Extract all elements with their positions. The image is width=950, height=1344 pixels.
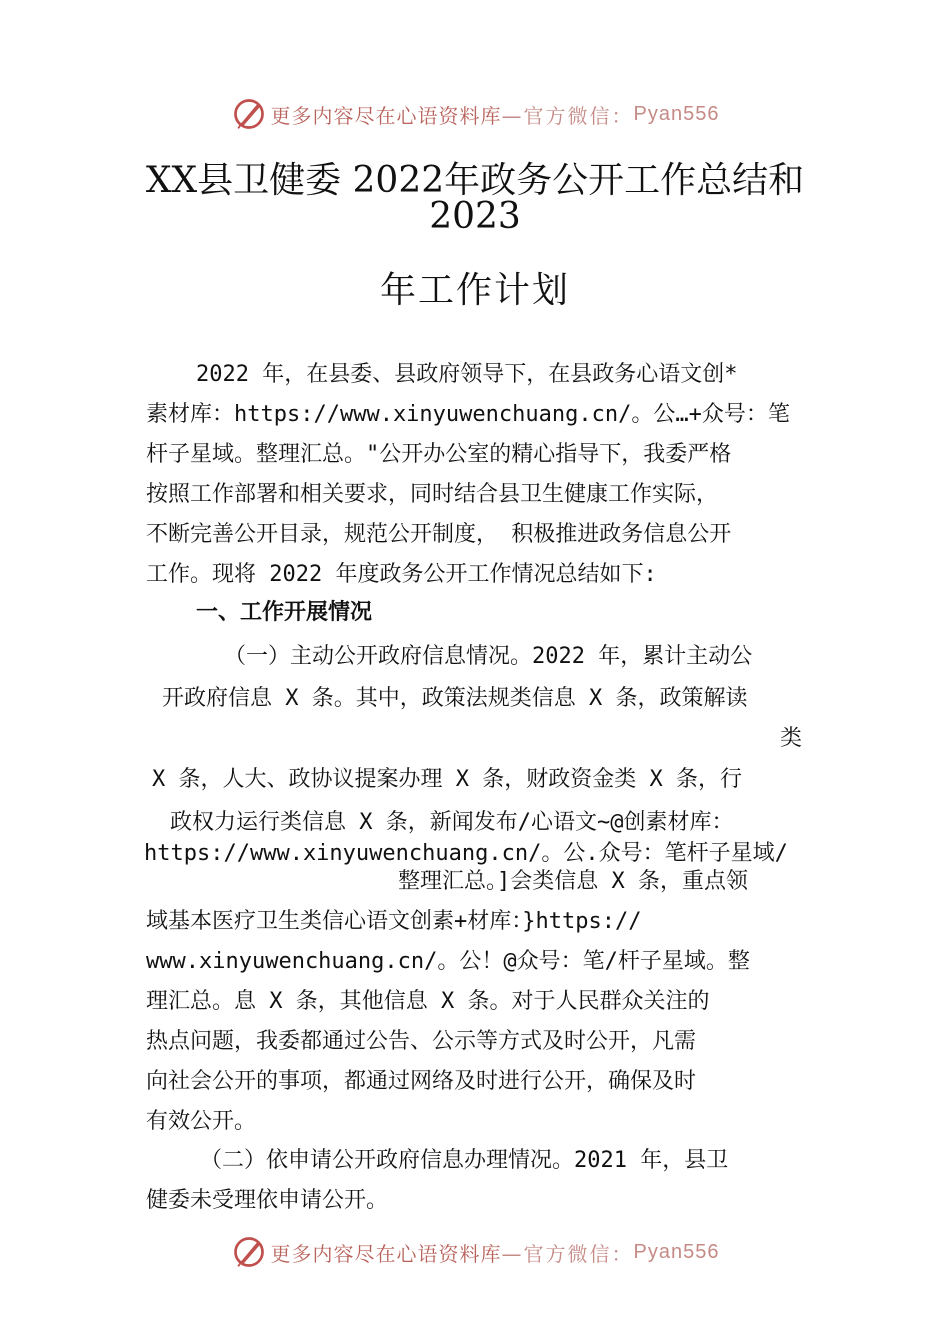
section-heading: 一、工作开展情况 (196, 600, 373, 625)
banner-suffix: —官方微信： (501, 1241, 634, 1266)
body-line: 向社会公开的事项，都通过网络及时进行公开，确保及时 (146, 1069, 697, 1094)
banner-wechat-id: Pyan556 (633, 1240, 720, 1263)
banner-text: 更多内容尽在心语资料库 (270, 103, 502, 128)
banner-suffix: —官方微信： (501, 103, 634, 128)
banner-text: 更多内容尽在心语资料库 (270, 1241, 502, 1266)
body-line: 有效公开。 (146, 1109, 257, 1134)
document-title-line-2: 2023 (429, 196, 521, 237)
body-line: 类 (780, 726, 803, 751)
body-line: （二）依申请公开政府信息办理情况。2021 年，县卫 (200, 1148, 729, 1173)
body-line: 健委未受理依申请公开。 (146, 1188, 389, 1213)
body-line: （一）主动公开政府信息情况。2022 年，累计主动公 (224, 644, 753, 669)
body-line: X 条，人大、政协议提案办理 X 条，财政资金类 X 条，行 (152, 767, 742, 792)
body-line: 政权力运行类信息 X 条，新闻发布/心语文~@创素材库： (170, 810, 734, 835)
body-line: 按照工作部署和相关要求，同时结合县卫生健康工作实际， (146, 482, 719, 507)
body-line: 域基本医疗卫生类信心语文创素+材库：}https:// (146, 909, 642, 934)
body-line: 2022 年，在县委、县政府领导下，在县政务心语文创* (196, 362, 738, 387)
body-line: 工作。现将 2022 年度政务公开工作情况总结如下: (146, 562, 657, 587)
document-title-line-1: XX县卫健委 2022年政务公开工作总结和 (145, 160, 805, 201)
body-line: https://www.xinyuwenchuang.cn/。公.众号：笔杆子星域/ (144, 841, 788, 866)
body-line: 热点问题，我委都通过公告、公示等方式及时公开，凡需 (146, 1029, 697, 1054)
document-title-line-3: 年工作计划 (379, 270, 570, 311)
body-line: www.xinyuwenchuang.cn/。公！@众号：笔/杆子星域。整 (146, 949, 750, 974)
body-line: 杆子星域。整理汇总。"公开办公室的精心指导下，我委严格 (146, 442, 732, 467)
quill-pen-circle-icon (231, 96, 267, 132)
footer-watermark-banner (0, 1232, 950, 1272)
body-line: 理汇总。息 X 条，其他信息 X 条。对于人民群众关注的 (146, 989, 710, 1014)
body-line: 不断完善公开目录，规范公开制度， 积极推进政务信息公开 (146, 522, 732, 547)
body-line: 整理汇总。]会类信息 X 条，重点领 (398, 869, 748, 894)
banner-wechat-id: Pyan556 (633, 102, 720, 125)
body-line: 开政府信息 X 条。其中，政策法规类信息 X 条，政策解读 (162, 686, 748, 711)
quill-pen-circle-icon (231, 1234, 267, 1270)
body-line: 素材库：https://www.xinyuwenchuang.cn/。公…+众号：笔 (146, 402, 790, 427)
header-watermark-banner (0, 94, 950, 134)
